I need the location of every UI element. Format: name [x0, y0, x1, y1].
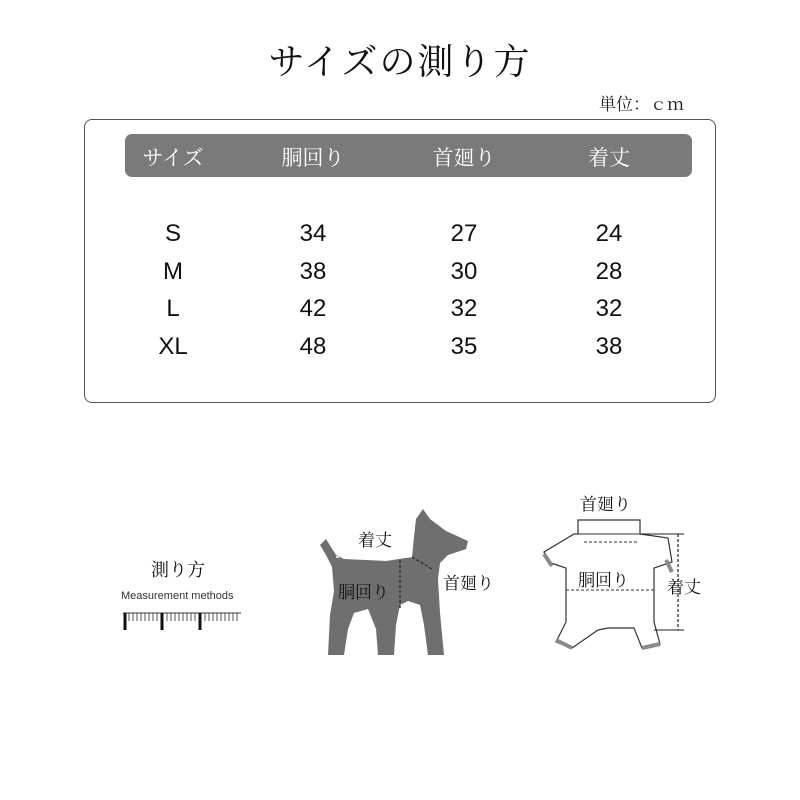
garment-neck-label: 首廻り — [580, 495, 631, 515]
dog-length-label: 着丈 — [358, 531, 392, 551]
table-cell: 38 — [595, 332, 623, 360]
table-cell: 42 — [299, 295, 327, 322]
method-title: 測り方 — [151, 560, 205, 581]
table-cell: L — [166, 295, 180, 322]
table-cell: 28 — [595, 257, 623, 285]
garment-chest-label: 胴回り — [578, 571, 629, 591]
table-cell: 32 — [450, 295, 478, 322]
ruler-icon — [121, 608, 246, 634]
table-cell: S — [164, 220, 181, 247]
table-cell: 35 — [450, 332, 478, 360]
unit-label: 単位：ｃｍ — [599, 95, 684, 115]
header-neck: 首廻り — [432, 146, 496, 170]
table-row — [125, 295, 692, 333]
page-title: サイズの測り方 — [268, 42, 532, 83]
dog-neck-label: 首廻り — [443, 574, 494, 594]
table-cell: 24 — [595, 220, 623, 247]
table-cell: 30 — [450, 257, 478, 285]
table-cell: 48 — [299, 332, 327, 360]
table-cell: 38 — [299, 257, 327, 285]
method-subtitle: Measurement methods — [121, 590, 234, 602]
garment-length-label: 着丈 — [667, 578, 701, 598]
table-body — [125, 220, 692, 370]
table-row — [125, 333, 692, 371]
table-row — [125, 220, 692, 258]
table-cell: M — [163, 257, 183, 285]
header-length: 着丈 — [588, 146, 630, 170]
table-cell: 34 — [299, 220, 327, 247]
table-cell: 27 — [450, 220, 478, 247]
table-cell: 32 — [595, 295, 623, 322]
table-cell: XL — [158, 332, 188, 360]
table-row — [125, 258, 692, 296]
table-header — [125, 134, 692, 177]
measurement-methods — [115, 556, 255, 638]
header-size: サイズ — [142, 146, 204, 170]
size-table — [84, 119, 716, 403]
header-chest: 胴回り — [281, 146, 345, 170]
dog-chest-label: 胴回り — [338, 583, 389, 603]
